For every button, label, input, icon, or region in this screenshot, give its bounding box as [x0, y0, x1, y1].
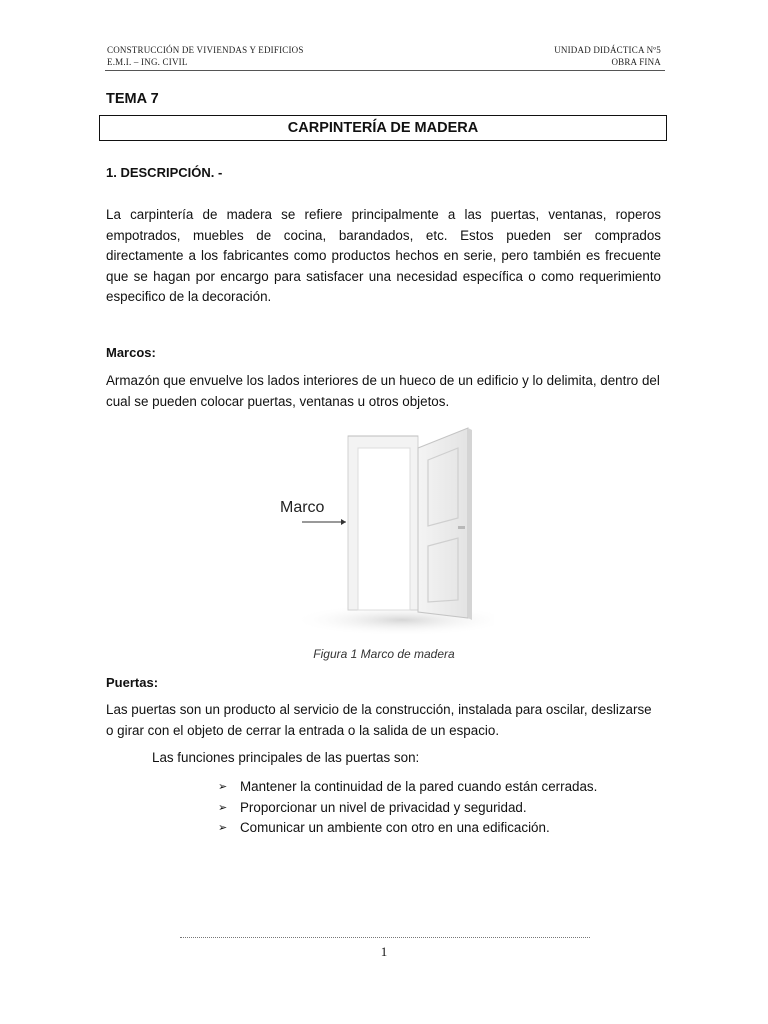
arrow-icon — [302, 519, 346, 525]
header-unit: UNIDAD DIDÁCTICA Nº5 — [554, 45, 661, 55]
header-left — [107, 44, 304, 68]
chapter-label: TEMA 7 — [106, 91, 159, 107]
arrow-bullet-icon: ➢ — [218, 801, 228, 814]
section-heading-descripcion: 1. DESCRIPCIÓN. - — [106, 165, 223, 180]
list-item-text: Proporcionar un nivel de privacidad y seguridad. — [240, 799, 527, 815]
header-divider — [105, 70, 665, 71]
list-item-text: Comunicar un ambiente con otro en una edificación. — [240, 820, 550, 835]
door-frame-figure — [272, 420, 494, 638]
footer-divider — [180, 937, 590, 938]
paragraph-puertas: Las puertas son un producto al servicio de la construcción, instalada para oscilar, deslizarse o girar con el objeto de cerrar la entrada o la salida de un espacio. — [106, 702, 652, 738]
figure-label: Marco — [280, 499, 325, 516]
section-heading-puertas: Puertas: — [106, 675, 159, 690]
list-item — [218, 818, 597, 839]
arrow-bullet-icon: ➢ — [218, 781, 228, 793]
header-right — [554, 44, 661, 68]
header-course: CONSTRUCCIÓN DE VIVIENDAS Y EDIFICIOS — [107, 45, 304, 55]
functions-list — [218, 777, 597, 839]
section-heading-marcos: Marcos: — [106, 345, 156, 360]
open-door-shape — [418, 428, 472, 620]
list-item — [218, 798, 597, 819]
list-item — [218, 777, 597, 798]
figure-caption: Figura 1 Marco de madera — [313, 647, 455, 661]
page-number: 1 — [380, 944, 388, 959]
functions-intro: Las funciones principales de las puertas son: — [152, 750, 420, 765]
header-institution: E.M.I. – ING. CIVIL — [107, 57, 188, 67]
list-item-text: Mantener la continuidad de la pared cuando están cerradas. — [240, 779, 598, 794]
page-title: CARPINTERÍA DE MADERA — [99, 115, 667, 141]
paragraph-marcos: Armazón que envuelve los lados interiores de un hueco de un edificio y lo delimita, dentro del cual se pueden colocar puertas, ventanas u otros objetos. — [106, 373, 660, 409]
paragraph-descripcion: La carpintería de madera se refiere principalmente a las puertas, ventanas, roperos empotrados, muebles de cocina, barandados, etc. Estos pueden ser comprados directamente a los fabricantes como productos hechos en serie, pero también es frecuente que se hagan por encargo para satisfacer una necesidad específica o como requerimiento especifico de la decoración. — [106, 207, 661, 304]
header-topic: OBRA FINA — [611, 57, 661, 67]
arrow-bullet-icon: ➢ — [218, 822, 228, 834]
door-frame-shape — [348, 436, 418, 610]
